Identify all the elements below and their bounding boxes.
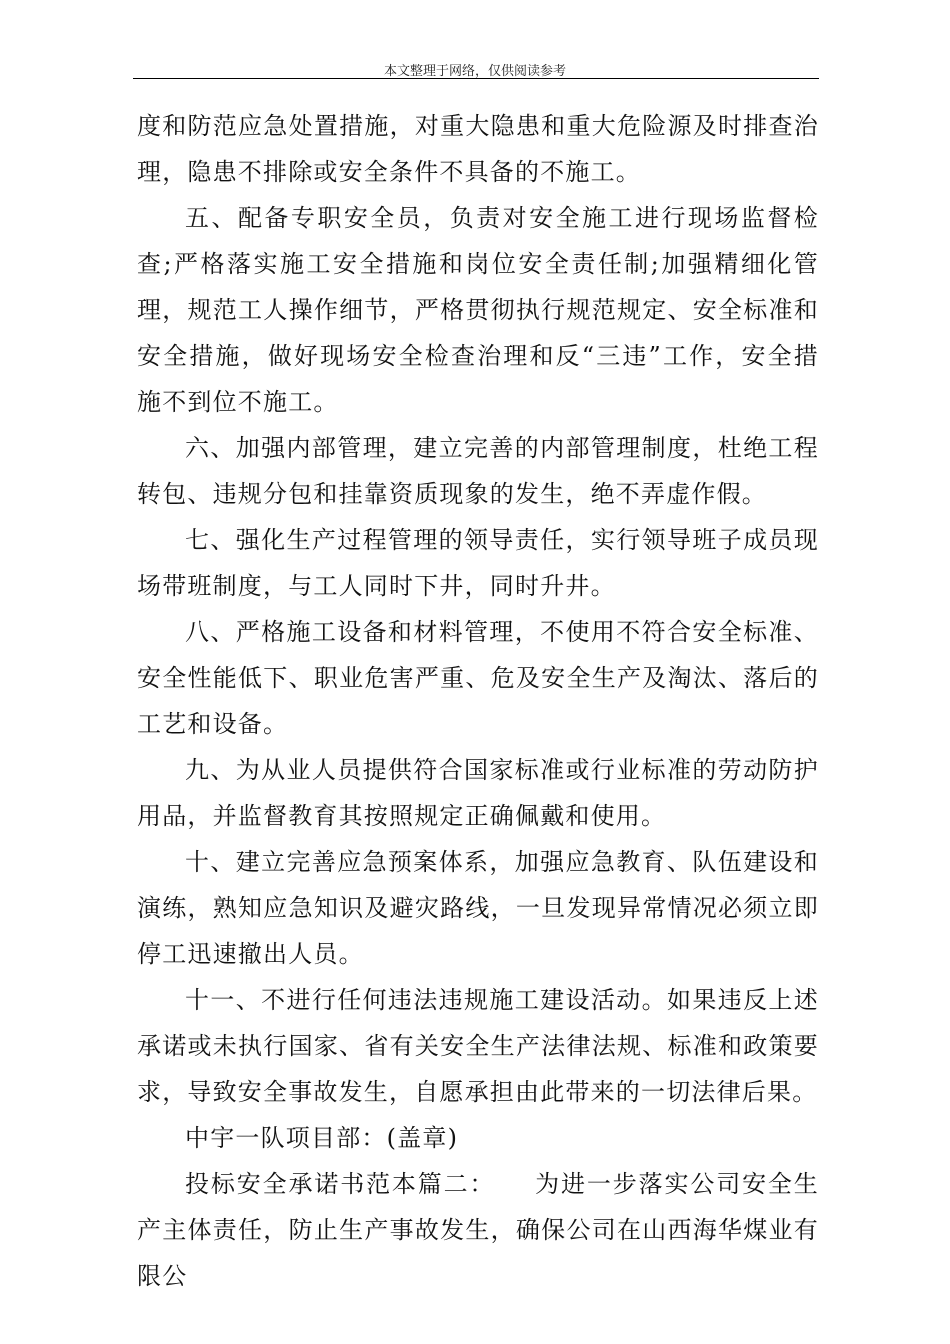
paragraph-item-6: 六、加强内部管理，建立完善的内部管理制度，杜绝工程转包、违规分包和挂靠资质现象的发生，绝不弄虚作假。 (137, 434, 819, 508)
paragraph-item-5: 五、配备专职安全员，负责对安全施工进行现场监督检查;严格落实施工安全措施和岗位安全责任制;加强精细化管理，规范工人操作细节，严格贯彻执行规范规定、安全标准和安全措施，做好现场安全检查治理和反“三违”工作，安全措施不到位不施工。 (137, 204, 819, 416)
paragraph-item-11: 十一、不进行任何违法违规施工建设活动。如果违反上述承诺或未执行国家、省有关安全生产法律法规、标准和政策要求，导致安全事故发生，自愿承担由此带来的一切法律后果。 (137, 986, 819, 1106)
paragraph-part-two: 投标安全承诺书范本篇二： 为进一步落实公司安全生产主体责任，防止生产事故发生，确保公司在山西海华煤业有限公 (137, 1170, 819, 1290)
document-body (137, 103, 819, 1299)
paragraph-item-8: 八、严格施工设备和材料管理，不使用不符合安全标准、安全性能低下、职业危害严重、危及安全生产及淘汰、落后的工艺和设备。 (137, 618, 819, 738)
signature-line: 中宇一队项目部：(盖章) (185, 1124, 459, 1152)
paragraph-item-10: 十、建立完善应急预案体系，加强应急教育、队伍建设和演练，熟知应急知识及避灾路线，一旦发现异常情况必须立即停工迅速撤出人员。 (137, 848, 819, 968)
paragraph-continuation: 度和防范应急处置措施，对重大隐患和重大危险源及时排查治理，隐患不排除或安全条件不具备的不施工。 (137, 112, 819, 186)
header-divider (133, 78, 819, 79)
paragraph-item-9: 九、为从业人员提供符合国家标准或行业标准的劳动防护用品，并监督教育其按照规定正确佩戴和使用。 (137, 756, 819, 830)
paragraph-item-7: 七、强化生产过程管理的领导责任，实行领导班子成员现场带班制度，与工人同时下井，同时升井。 (137, 526, 819, 600)
page-header: 本文整理于网络，仅供阅读参考 (383, 64, 566, 79)
